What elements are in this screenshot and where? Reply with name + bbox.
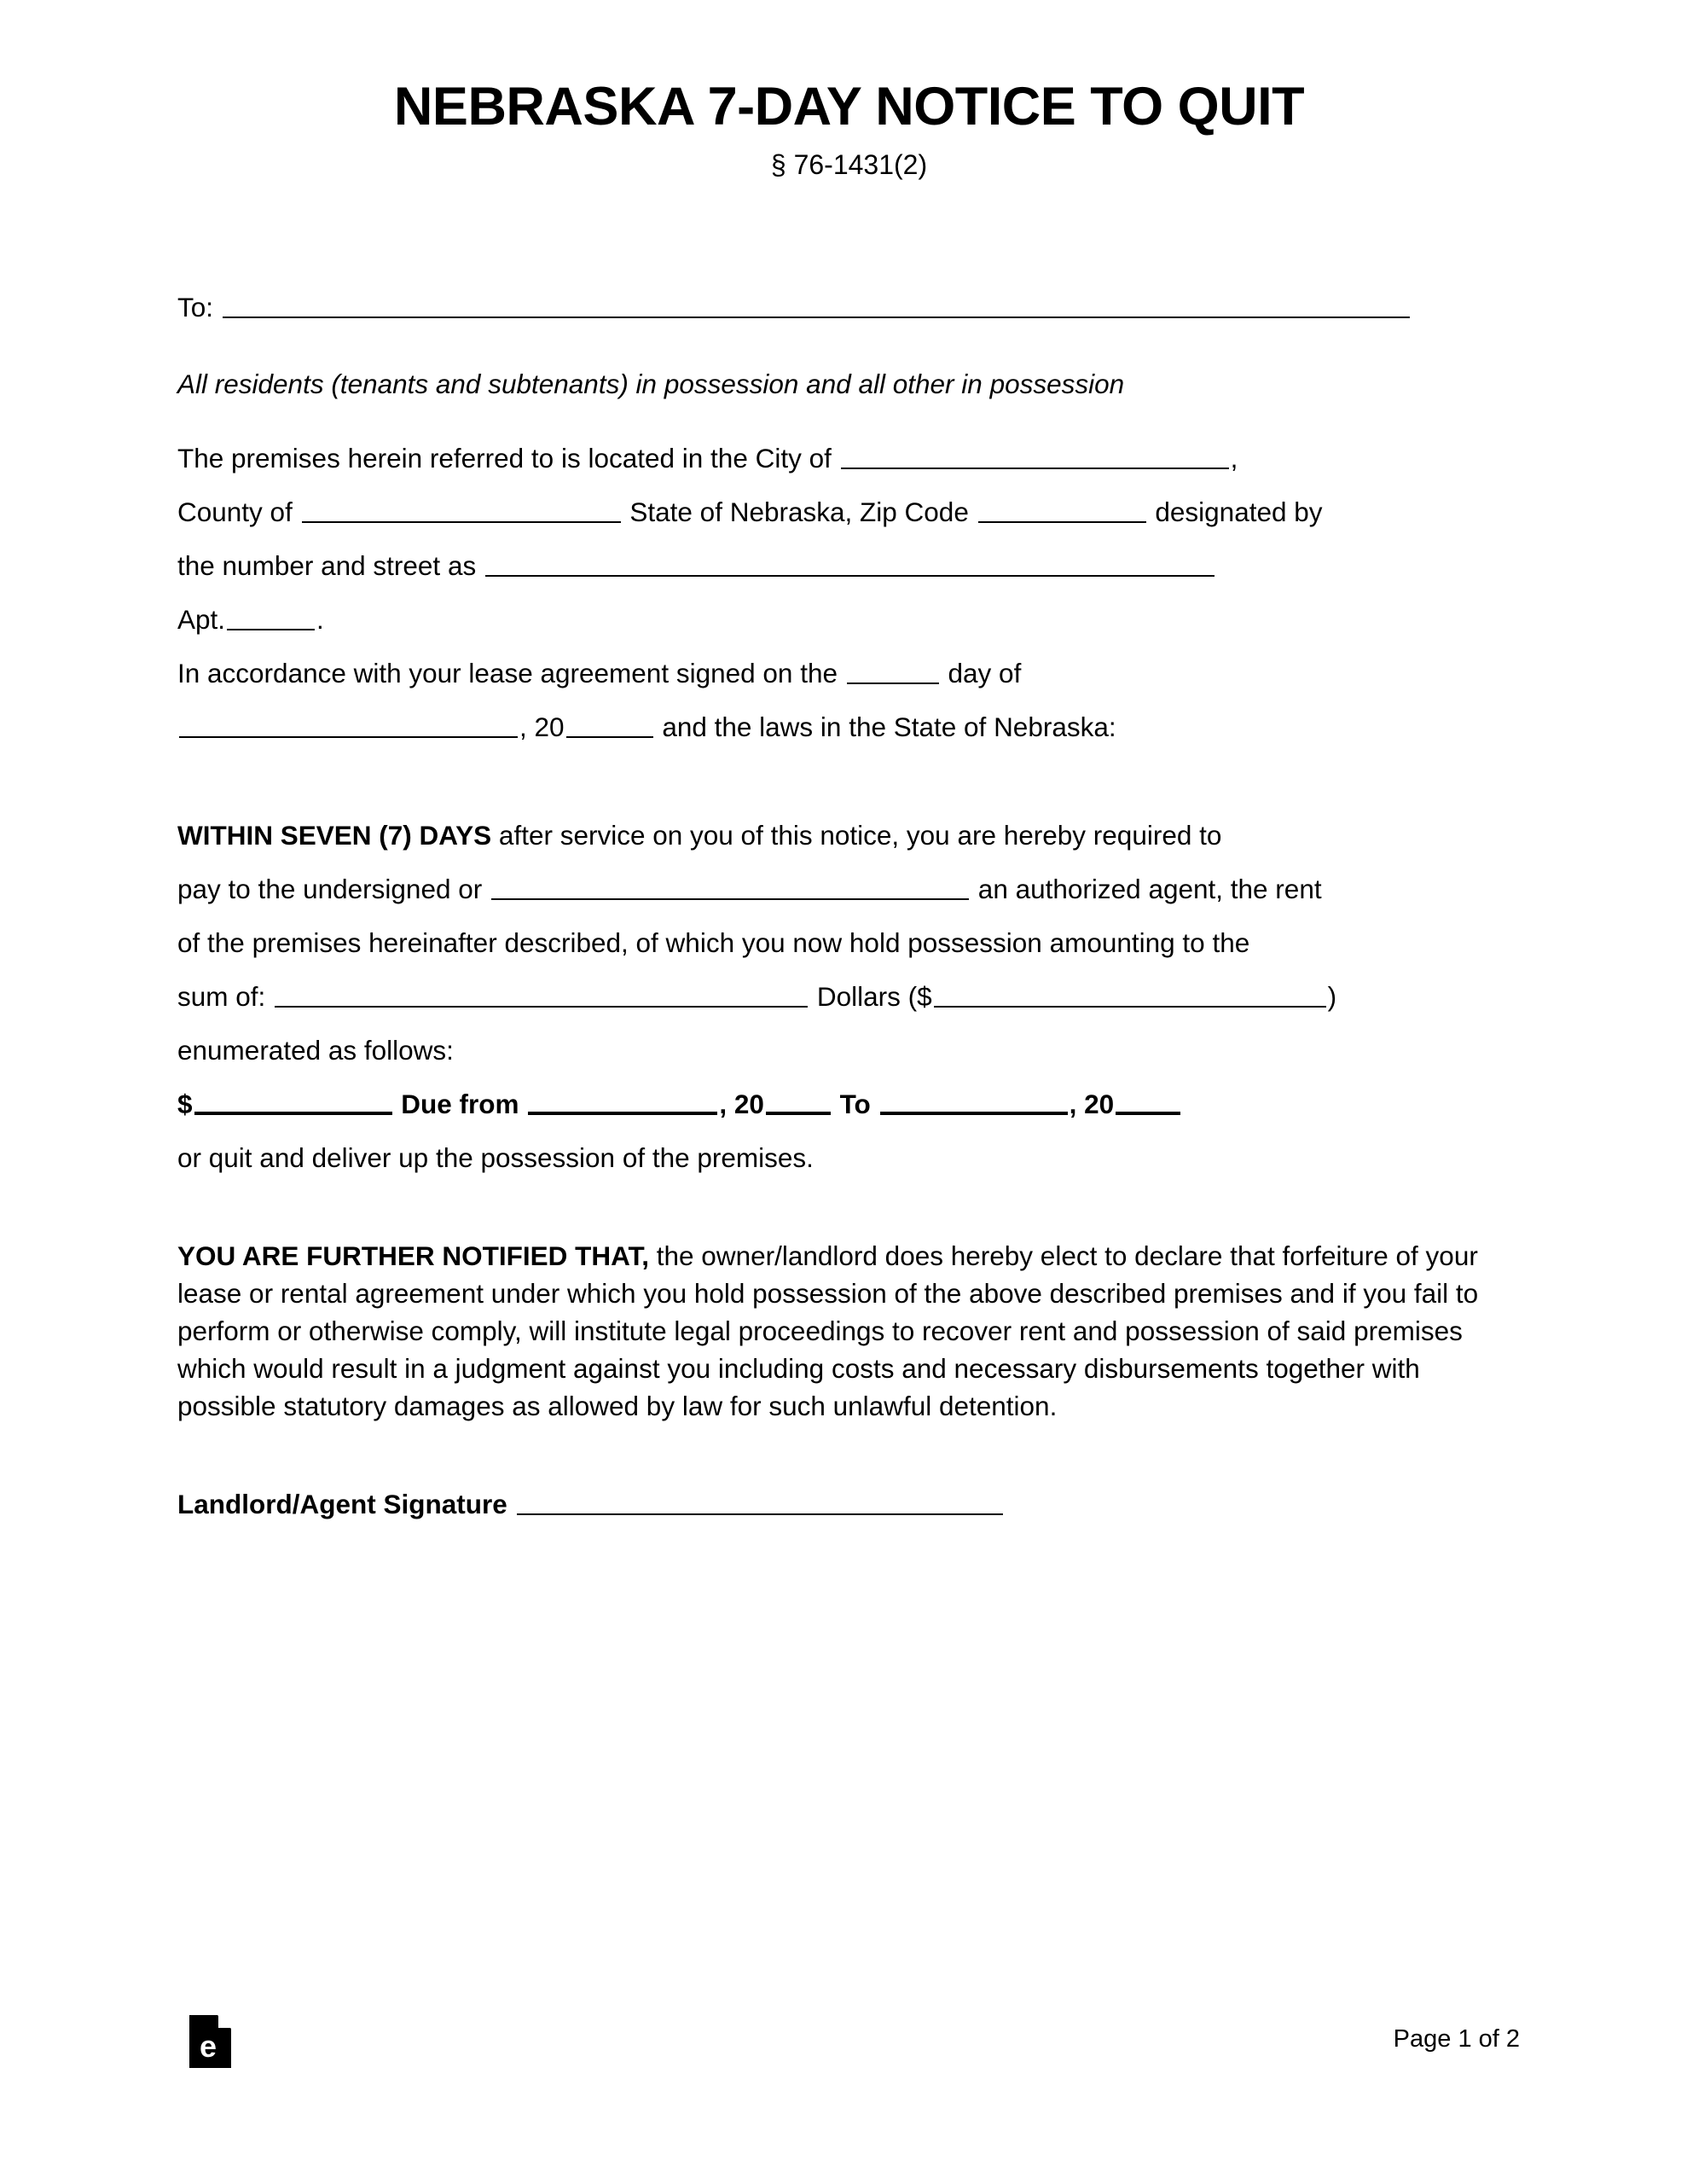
demand-dollars-label: Dollars ($ — [816, 981, 932, 1013]
rent-to-date-blank[interactable] — [880, 1090, 1068, 1116]
demand-enumerated-line: enumerated as follows: — [177, 1035, 454, 1066]
street-address-blank[interactable] — [485, 554, 1215, 578]
within-seven-days-heading: WITHIN SEVEN (7) DAYS — [177, 820, 492, 851]
lease-year-prefix: , 20 — [519, 712, 565, 743]
page-title: NEBRASKA 7-DAY NOTICE TO QUIT — [393, 77, 1305, 136]
premises-apt-suffix: . — [316, 604, 324, 636]
premises-city-prefix: The premises herein referred to is located in the City of — [177, 443, 832, 474]
lease-date-line — [177, 647, 1521, 700]
demand-block — [177, 809, 1521, 1185]
further-notice-block — [177, 1237, 1521, 1425]
statute-reference: § 76-1431(2) — [770, 149, 928, 181]
rent-year-a-prefix: , 20 — [719, 1089, 764, 1120]
page-number: Page 1 of 2 — [1393, 2025, 1520, 2053]
authorized-agent-blank[interactable] — [491, 877, 969, 901]
sum-words-blank[interactable] — [275, 985, 808, 1008]
demand-sum-suffix: ) — [1327, 981, 1337, 1013]
recipient-line — [177, 281, 1521, 334]
demand-sum-prefix: sum of: — [177, 981, 266, 1013]
to-label: To: — [177, 292, 214, 323]
further-notified-body: the owner/landlord does hereby elect to declare that forfeiture of your lease or rental agreement under which you hold possession of the above described premises and if you fail to perform or otherwise comply, will institute legal proceedings to recover rent and possession of said premises which would result in a judgment against you including costs and necessary disbursements together with possible statutory damages as allowed by law for such unlawful detention. — [177, 1240, 1479, 1422]
demand-agent-suffix: an authorized agent, the rent — [977, 874, 1322, 905]
rent-breakdown-line — [177, 1077, 1521, 1131]
premises-street-line — [177, 539, 1521, 593]
lease-year-blank[interactable] — [566, 715, 653, 739]
signature-block — [177, 1478, 1521, 1531]
lease-date-mid: day of — [948, 658, 1022, 689]
premises-city-suffix: , — [1230, 443, 1238, 474]
demand-possession-line: of the premises hereinafter described, of which you now hold possession amounting to the — [177, 927, 1250, 959]
county-blank[interactable] — [302, 500, 621, 524]
city-blank[interactable] — [841, 446, 1229, 470]
demand-lead-line — [177, 809, 1521, 863]
lease-day-blank[interactable] — [847, 661, 939, 685]
premises-apt-line — [177, 593, 1521, 647]
rent-due-from-date-blank[interactable] — [528, 1090, 717, 1116]
residents-note: All residents (tenants and subtenants) in possession and all other in possession — [177, 369, 1125, 400]
premises-county-prefix: County of — [177, 497, 293, 528]
rent-to-label: To — [839, 1089, 871, 1120]
premises-street-prefix: the number and street as — [177, 550, 477, 582]
lease-month-year-line — [177, 700, 1521, 754]
lease-laws-suffix: and the laws in the State of Nebraska: — [662, 712, 1116, 743]
rent-to-year-blank[interactable] — [1116, 1090, 1180, 1116]
lease-date-prefix: In accordance with your lease agreement signed on the — [177, 658, 838, 689]
lease-month-blank[interactable] — [179, 715, 518, 739]
rent-amount-blank[interactable] — [194, 1090, 392, 1116]
further-notified-heading: YOU ARE FURTHER NOTIFIED THAT, — [177, 1240, 649, 1272]
rent-due-from-label: Due from — [401, 1089, 519, 1120]
demand-sum-line — [177, 970, 1521, 1024]
premises-county-mid: State of Nebraska, Zip Code — [629, 497, 969, 528]
premises-apt-prefix: Apt. — [177, 604, 226, 636]
signature-label: Landlord/Agent Signature — [177, 1489, 507, 1520]
demand-agent-prefix: pay to the undersigned or — [177, 874, 483, 905]
zip-code-blank[interactable] — [978, 500, 1146, 524]
premises-city-line — [177, 432, 1521, 485]
premises-county-suffix: designated by — [1155, 497, 1323, 528]
demand-lead-text: after service on you of this notice, you are hereby required to — [498, 820, 1222, 851]
eforms-logo — [189, 2015, 231, 2068]
premises-block — [177, 432, 1521, 754]
rent-dollar-sign: $ — [177, 1089, 193, 1120]
premises-county-line — [177, 485, 1521, 539]
rent-due-from-year-blank[interactable] — [766, 1090, 831, 1116]
demand-agent-line — [177, 863, 1521, 916]
document-content — [177, 0, 1521, 1531]
svg-text:e: e — [199, 2029, 217, 2064]
apartment-blank[interactable] — [227, 607, 315, 631]
rent-year-b-prefix: , 20 — [1069, 1089, 1115, 1120]
sum-numeric-blank[interactable] — [934, 985, 1326, 1008]
demand-quit-line: or quit and deliver up the possession of the premises. — [177, 1142, 814, 1174]
recipient-name-blank[interactable] — [223, 295, 1410, 319]
page-footer — [0, 2005, 1687, 2184]
signature-blank[interactable] — [517, 1492, 1003, 1516]
